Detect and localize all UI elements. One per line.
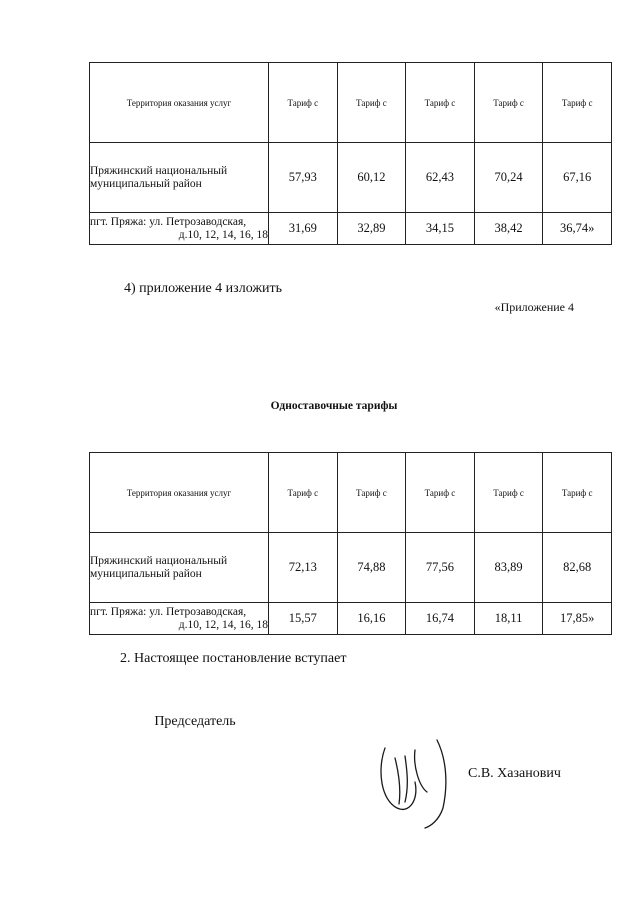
territory-name: пгт. Пряжа: ул. Петрозаводская, д.10, 12, 14, 16, 18 — [90, 603, 269, 635]
period-header: Тариф с — [337, 453, 406, 533]
tariff-value: 32,89 — [337, 213, 406, 245]
tariff-value: 16,74 — [406, 603, 475, 635]
signer-title: Председатель — [154, 714, 236, 729]
territory-name: пгт. Пряжа: ул. Петрозаводская, д.10, 12, 14, 16, 18 — [90, 213, 269, 245]
table-header-row — [90, 453, 612, 533]
period-header: Тариф с — [269, 453, 338, 533]
signer-name: С.В. Хазанович — [468, 766, 561, 781]
territory-header: Территория оказания услуг — [90, 453, 269, 533]
table-title: Одноставочные тарифы — [270, 400, 398, 412]
tariff-value: 72,13 — [269, 533, 338, 603]
table-row — [90, 603, 612, 635]
territory-header: Территория оказания услуг — [90, 63, 269, 143]
tariff-value: 18,11 — [474, 603, 543, 635]
tariff-value: 60,12 — [337, 143, 406, 213]
table-row — [90, 143, 612, 213]
tariff-value: 67,16 — [543, 143, 612, 213]
period-header: Тариф с — [269, 63, 338, 143]
tariff-value: 82,68 — [543, 533, 612, 603]
tariff-value: 17,85» — [543, 603, 612, 635]
territory-name: Пряжинский национальный муниципальный район — [90, 533, 269, 603]
period-header: Тариф с — [543, 63, 612, 143]
period-header: Тариф с — [406, 63, 475, 143]
tariff-table-2 — [89, 452, 612, 635]
period-header: Тариф с — [474, 453, 543, 533]
tariff-value: 15,57 — [269, 603, 338, 635]
tariff-value: 57,93 — [269, 143, 338, 213]
tariff-value: 62,43 — [406, 143, 475, 213]
tariff-value: 16,16 — [337, 603, 406, 635]
tariff-value: 38,42 — [474, 213, 543, 245]
tariff-table-1 — [89, 62, 612, 245]
amendment-line: 4) приложение 4 изложить — [124, 281, 283, 296]
tariff-value: 34,15 — [406, 213, 475, 245]
table-row — [90, 533, 612, 603]
period-header: Тариф с — [543, 453, 612, 533]
period-header: Тариф с — [406, 453, 475, 533]
table-header-row — [90, 63, 612, 143]
tariff-value: 31,69 — [269, 213, 338, 245]
tariff-value: 70,24 — [474, 143, 543, 213]
effective-date-paragraph: 2. Настоящее постановление вступает — [120, 651, 347, 666]
handwritten-signature — [375, 730, 465, 830]
period-header: Тариф с — [337, 63, 406, 143]
period-header: Тариф с — [474, 63, 543, 143]
approval-block: «Приложение 4 — [494, 300, 574, 314]
tariff-value: 77,56 — [406, 533, 475, 603]
tariff-value: 36,74» — [543, 213, 612, 245]
tariff-value: 74,88 — [337, 533, 406, 603]
tariff-value: 83,89 — [474, 533, 543, 603]
territory-name: Пряжинский национальный муниципальный район — [90, 143, 269, 213]
table-row — [90, 213, 612, 245]
